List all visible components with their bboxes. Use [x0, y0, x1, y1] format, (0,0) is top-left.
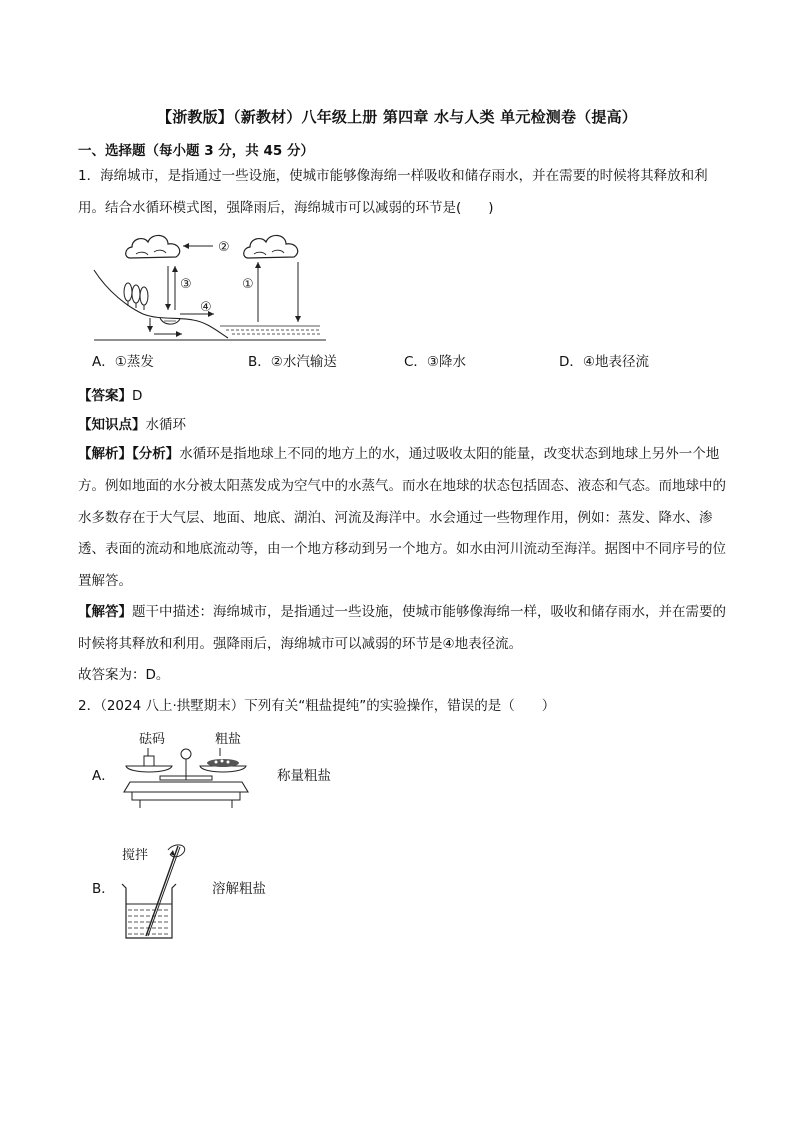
- option-d[interactable]: D．④地表径流: [559, 354, 649, 370]
- solution-tag: 【解答】: [78, 604, 132, 620]
- q2-option-b-caption: 溶解粗盐: [212, 881, 266, 897]
- answer-value: D: [132, 388, 143, 404]
- stir-label: 搅拌: [122, 848, 149, 863]
- answer-tag: 【答案】: [78, 388, 132, 404]
- solution-paragraph: [78, 596, 728, 660]
- crude-salt-label: 粗盐: [215, 732, 242, 747]
- knowledge-tag: 【知识点】: [78, 417, 146, 433]
- analysis-text: 水循环是指地球上不同的地方上的水，通过吸收太阳的能量，改变状态到地球上另外一个地方。例如地面的水分被太阳蒸发成为空气中的水蒸气。而水在地球的状态包括固态、液态和气态。而地球中的水多数存在于大气层、地面、地底、湖泊、河流及海洋中。水会通过一些物理作用，例如：蒸发、降水、渗透、表面的流动和地底流动等，由一个地方移动到另一个地方。如水由河川流动至海洋。据图中不同序号的位置解答。: [78, 446, 726, 590]
- question-2-stem: 2．（2024 八上·拱墅期末）下列有关“粗盐提纯”的实验操作，错误的是（ ）: [78, 698, 556, 714]
- question-1-stem: 1．海绵城市，是指通过一些设施，使城市能够像海绵一样吸收和储存雨水，并在需要的时候将其释放和利用。结合水循环模式图，强降雨后，海绵城市可以减弱的环节是( ): [78, 168, 708, 216]
- weight-icon: [144, 756, 154, 766]
- right-cloud: [244, 235, 298, 258]
- weights-label: 砝码: [139, 732, 166, 747]
- left-cloud: [126, 235, 180, 258]
- analysis-paragraph: [78, 439, 728, 598]
- final-answer: 故答案为：D。: [78, 667, 170, 683]
- question-1-options: [92, 350, 732, 374]
- q2-option-b-label[interactable]: B．: [92, 881, 115, 897]
- beaker-diagram: [118, 838, 198, 942]
- answer-line: [78, 384, 142, 404]
- balance-scale-diagram: [120, 746, 260, 816]
- knowledge-value: 水循环: [145, 417, 186, 433]
- document-title: 【浙教版】（新教材）八年级上册 第四章 水与人类 单元检测卷（提高）: [157, 108, 637, 126]
- option-a[interactable]: A．①蒸发: [92, 354, 154, 370]
- option-b[interactable]: B．②水汽输送: [248, 354, 337, 370]
- knowledge-line: [78, 413, 186, 433]
- water-cycle-diagram: [88, 222, 338, 344]
- label-4: ④: [200, 300, 212, 315]
- glass-rod: [146, 846, 178, 936]
- label-1: ①: [242, 277, 254, 292]
- q2-option-a-caption: 称量粗盐: [277, 768, 331, 784]
- analysis-tag: 【解析】【分析】: [78, 446, 180, 462]
- section-heading: 一、选择题（每小题 3 分，共 45 分）: [78, 143, 314, 159]
- q2-option-a-label[interactable]: A．: [92, 768, 115, 784]
- label-3: ③: [180, 277, 192, 292]
- label-2: ②: [218, 240, 230, 255]
- option-c[interactable]: C．③降水: [404, 354, 467, 370]
- solution-text: 题干中描述：海绵城市，是指通过一些设施，使城市能够像海绵一样，吸收和储存雨水，并在需要的时候将其释放和利用。强降雨后，海绵城市可以减弱的环节是④地表径流。: [78, 604, 726, 652]
